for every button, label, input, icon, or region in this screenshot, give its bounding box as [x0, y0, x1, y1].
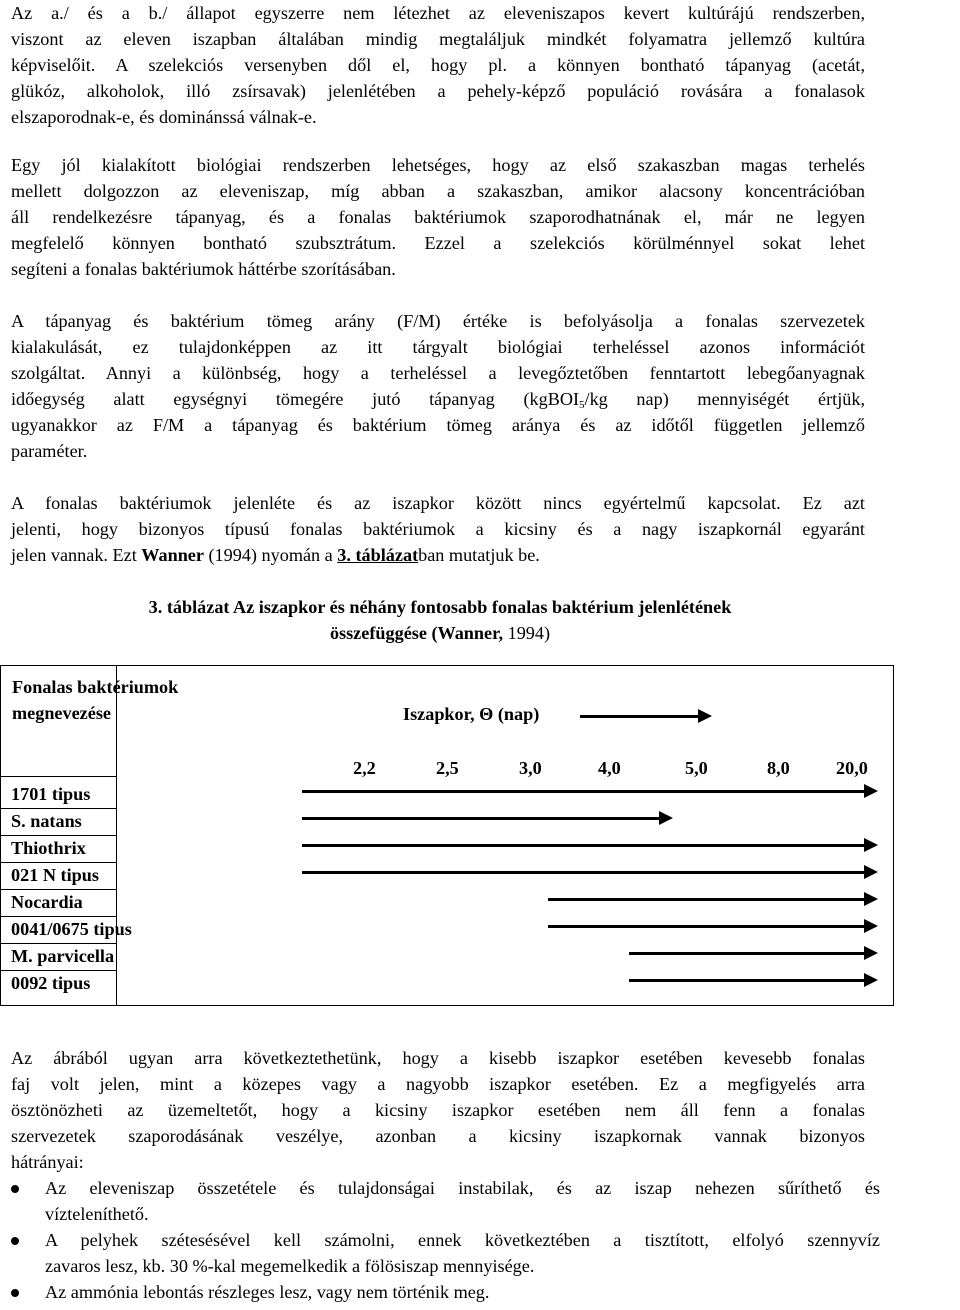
- list-item: Az ammónia lebontás részleges lesz, vagy nem történik meg.: [0, 1279, 880, 1305]
- table-row: 021 N tipus: [11, 865, 99, 885]
- bullet-icon: [11, 1289, 19, 1297]
- column-header-bacteria: Fonalas baktériumok megnevezése: [12, 677, 179, 723]
- p4-line-1: A fonalas baktériumok jelenléte és az iszapkor között nincs egyértelmű kapcsolat. Ez azt: [11, 493, 865, 513]
- p3-line-3: szolgáltat. Annyi a különbség, hogy a terheléssel a levegőztetőben fenntartott lebegőanyagnak: [11, 363, 865, 383]
- p5-line-3: ösztönözheti az üzemeltetőt, hogy a kicsiny iszapkor esetében nem áll fenn a fonalas: [11, 1100, 865, 1120]
- presence-range-arrow: [548, 925, 864, 928]
- p5-line-1: Az ábrából ugyan arra következtethetünk, hogy a kisebb iszapkor esetében kevesebb fonalas: [11, 1048, 865, 1068]
- row-divider: [0, 889, 116, 890]
- p4-line-2: jelenti, hogy bizonyos típusú fonalas baktériumok a kicsiny és a nagy iszapkornál egyaránt: [11, 519, 865, 539]
- intro-line-2: viszont az eleven iszapban általában mindig megtaláljuk mindkét folyamatra jellemző kultúra: [11, 29, 865, 49]
- presence-range-arrow: [302, 844, 864, 847]
- p5-line-2: faj volt jelen, mint a közepes vagy a nagyobb iszapkor esetében. Ez a megfigyelés arra: [11, 1074, 865, 1094]
- table-reference-link[interactable]: 3. táblázat: [337, 545, 419, 565]
- table-header-separator: [0, 776, 116, 777]
- p3-line-6: paraméter.: [11, 441, 88, 461]
- p5-line-4: szervezetek szaporodásának veszélye, azonban a kicsiny iszapkornak vannak bizonyos: [11, 1126, 865, 1146]
- bullet-icon: [11, 1185, 19, 1193]
- p3-line-2: kialakulását, ez tulajdonképpen az itt tárgyalt biológiai terheléssel azonos információt: [11, 337, 865, 357]
- presence-range-arrow: [629, 979, 864, 982]
- axis-arrow-head: [698, 709, 712, 723]
- axis-label-sludge-age: Iszapkor, Θ (nap): [403, 704, 540, 724]
- caption-line-1: 3. táblázat Az iszapkor és néhány fontosabb fonalas baktérium jelenlétének: [148, 597, 732, 617]
- bullet-icon: [11, 1237, 19, 1245]
- p2-line-2: mellett dolgozzon az eleveniszap, míg abban a szakaszban, amikor alacsony koncentrációban: [11, 181, 865, 201]
- paragraph-selection: [11, 152, 865, 282]
- table-row: S. natans: [11, 811, 82, 831]
- author-wanner: Wanner: [141, 545, 204, 565]
- p2-line-3: áll rendelkezésre tápanyag, és a fonalas baktériumok szaporodhatnának el, már ne legyen: [11, 207, 865, 227]
- presence-range-arrow: [302, 790, 864, 793]
- p2-line-4: megfelelő könnyen bontható szubsztrátum. Ezzel a szelekciós körülménnyel sokat lehet: [11, 233, 865, 253]
- row-divider: [0, 862, 116, 863]
- tick-label-2: 3,0: [519, 758, 542, 778]
- presence-range-arrow: [629, 952, 864, 955]
- tick-label-5: 8,0: [767, 758, 790, 778]
- presence-range-arrow: [302, 871, 864, 874]
- p2-line-1: Egy jól kialakított biológiai rendszerben lehetséges, hogy az első szakaszban magas terhelés: [11, 155, 865, 175]
- tick-label-6: 20,0: [836, 758, 868, 778]
- paragraph-wanner-intro: [11, 490, 865, 568]
- row-divider: [0, 835, 116, 836]
- table-row: Thiothrix: [11, 838, 86, 858]
- intro-line-4: glükóz, alkoholok, illó zsírsavak) jelenlétében a pehely-képző populáció rovására a fonalasok: [11, 81, 865, 101]
- table-row: Nocardia: [11, 892, 83, 912]
- p2-line-5: segíteni a fonalas baktériumok háttérbe szorításában.: [11, 259, 396, 279]
- tick-label-1: 2,5: [436, 758, 459, 778]
- presence-range-arrow: [302, 817, 659, 820]
- row-divider: [0, 970, 116, 971]
- axis-arrow: [580, 715, 698, 718]
- caption-line-2: összefüggése (Wanner, 1994): [329, 623, 551, 643]
- intro-line-5: elszaporodnak-e, és dominánssá válnak-e.: [11, 107, 317, 127]
- p3-line-5: ugyanakkor az F/M a tápanyag és baktérium tömeg aránya és az időtől független jellemző: [11, 415, 865, 435]
- list-item: Az eleveniszap összetétele és tulajdonságai instabilak, és az iszap nehezen sűríthető és vízteleníthető.: [0, 1175, 880, 1227]
- row-divider: [0, 943, 116, 944]
- paragraph-fm-ratio: [11, 308, 865, 464]
- disadvantages-list: [0, 1175, 880, 1305]
- intro-paragraph: [11, 0, 865, 130]
- list-item: A pelyhek szétesésével kell számolni, ennek következtében a tisztított, elfolyó szennyvíz zavaros lesz, kb. 30 %-kal megemelkedik a fölösiszap mennyisége.: [0, 1227, 880, 1279]
- table-caption: [0, 594, 880, 646]
- table-row: 0041/0675 tipus: [11, 919, 132, 939]
- subscript-5: 5: [579, 399, 585, 411]
- intro-line-1: Az a./ és a b./ állapot egyszerre nem létezhet az eleveniszapos kevert kultúrájú rendszerben,: [11, 3, 865, 23]
- p5-line-5: hátrányai:: [11, 1152, 84, 1172]
- tick-label-0: 2,2: [353, 758, 376, 778]
- intro-line-3: képviselőit. A szelekciós versenyben dől el, hogy pl. a könnyen bontható tápanyag (acetát,: [11, 55, 865, 75]
- paragraph-conclusion: [11, 1045, 865, 1175]
- row-divider: [0, 916, 116, 917]
- p3-line-1: A tápanyag és baktérium tömeg arány (F/M) értéke is befolyásolja a fonalas szervezetek: [11, 311, 865, 331]
- presence-range-arrow: [548, 898, 864, 901]
- row-divider: [0, 808, 116, 809]
- p4-line-3: jelen vannak. Ezt Wanner (1994) nyomán a 3. táblázatban mutatjuk be.: [11, 545, 540, 565]
- table-row: 0092 tipus: [11, 973, 91, 993]
- p3-line-4: időegység alatt egységnyi tömegére jutó tápanyag (kgBOI$_5$/kg nap) mennyiségét értjük,: [11, 389, 865, 411]
- table-row: M. parvicella: [11, 946, 115, 966]
- tick-label-3: 4,0: [598, 758, 621, 778]
- tick-label-4: 5,0: [685, 758, 708, 778]
- table-row: 1701 tipus: [11, 784, 91, 804]
